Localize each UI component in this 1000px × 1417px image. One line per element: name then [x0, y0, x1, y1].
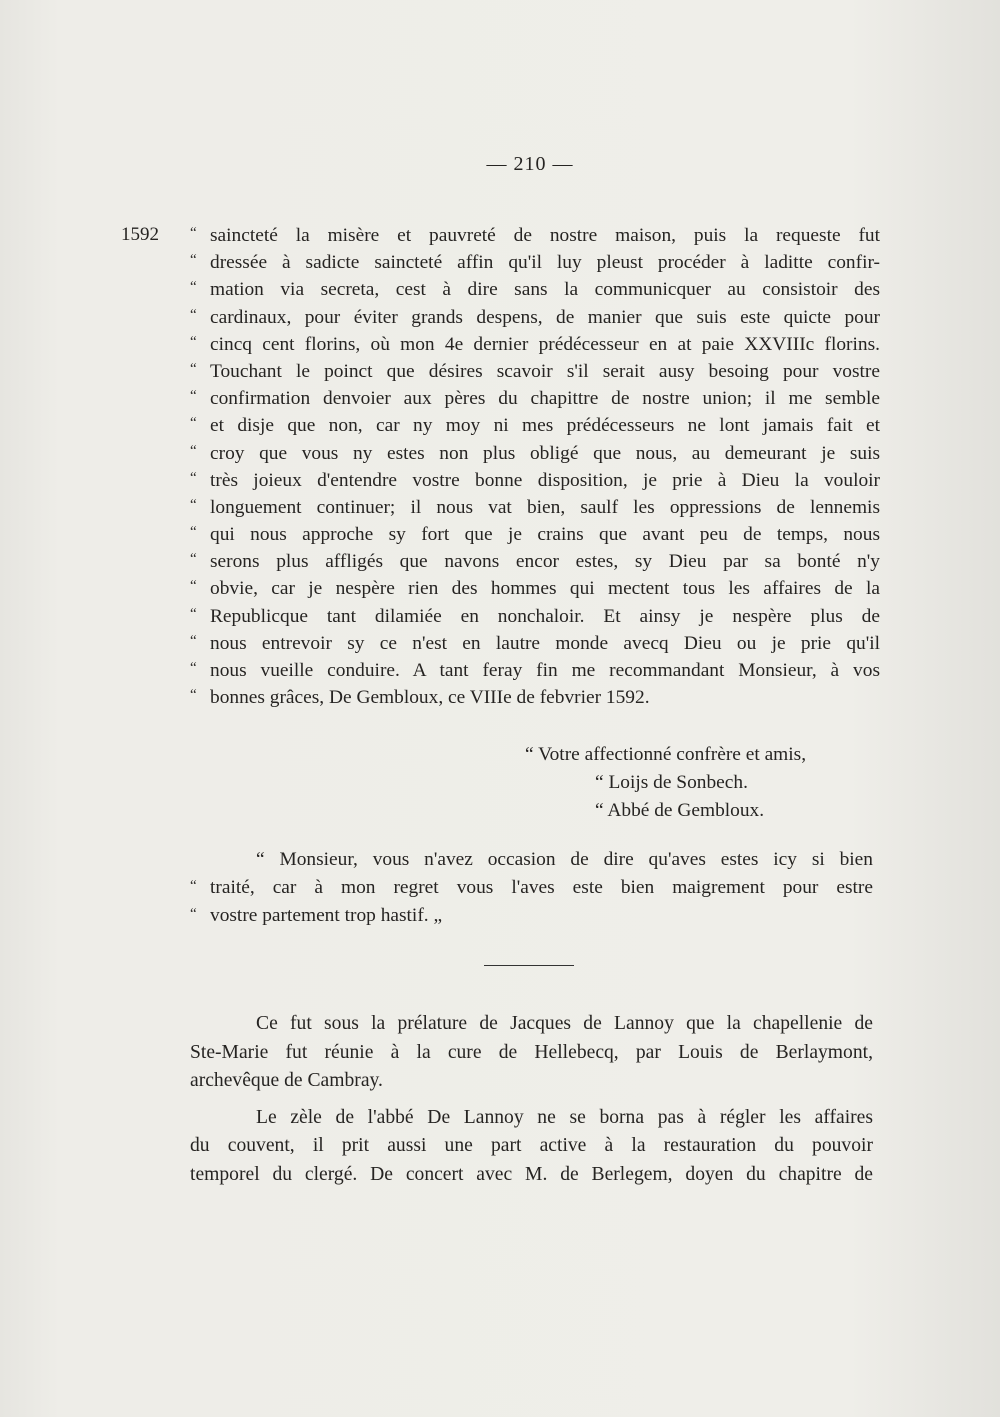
section-divider	[484, 965, 574, 966]
quote-mark: “	[190, 632, 197, 649]
quote-mark: “	[190, 225, 197, 241]
letter-line: “ nous vueille conduire. A tant feray fin me recommandant Monsieur, à vos	[190, 657, 880, 684]
quote-mark: “	[190, 687, 197, 704]
quote-mark: “	[190, 388, 197, 405]
paragraph-line: archevêque de Cambray.	[190, 1070, 383, 1091]
margin-year: 1592	[121, 224, 159, 245]
quote-mark: “	[190, 333, 197, 350]
letter-line: “ dressée à sadicte sainctеté affin qu'il luy pleust procéder à laditte confir-	[190, 249, 880, 276]
quote-mark: “	[190, 496, 197, 513]
quote-mark: “	[190, 660, 197, 676]
letter-line: “ et disje que non, car ny moy ni mes prédécesseurs ne lont jamais fait et	[190, 412, 880, 439]
quote-mark: “	[190, 469, 197, 486]
page-number: — 210 —	[486, 153, 574, 175]
postscript-line: “ Monsieur, vous n'avez occasion de dire qu'aves estes icy si bien	[256, 849, 873, 870]
letter-line: “ cincq cent florins, où mon 4e dernier prédécesseur en at paie XXVIIIc florins.	[190, 331, 880, 358]
body-text	[190, 1010, 873, 1197]
letter-quotation	[190, 222, 880, 711]
letter-line: “ serons plus affligés que navons encor estes, sy Dieu par sa bonté n'y	[190, 548, 880, 575]
letter-line: “ croy que vous ny estes non plus obligé que nous, au demeurant je suis	[190, 440, 880, 467]
quote-mark: “	[190, 360, 197, 377]
letter-line: “ bonnes grâces, De Gembloux, ce VIIIe de febvrier 1592.	[190, 684, 880, 711]
letter-line: “ obvie, car je nespère rien des hommes qui mectent tous les affaires de la	[190, 575, 880, 602]
signature-title: “ Abbé de Gembloux.	[595, 800, 765, 821]
letter-line: “ mation via secreta, cest à dire sans la communicquer au consistoir des	[190, 276, 880, 303]
paragraph	[190, 1104, 873, 1190]
quote-mark: “	[190, 878, 197, 894]
quote-mark: “	[190, 578, 197, 595]
quote-mark: “	[190, 279, 197, 296]
paragraph-line: Le zèle de l'abbé De Lannoy ne se borna pas à régler les affaires	[256, 1106, 873, 1128]
postscript-line: “ traité, car à mon regret vous l'aves este bien maigrement pour estre	[190, 874, 873, 902]
postscript-line: “ vostre partement trop hastif. „	[190, 902, 873, 930]
letter-line: “ nous entrevoir sy ce n'est en lautre monde avecq Dieu ou je prie qu'il	[190, 630, 880, 657]
paragraph-line: Ce fut sous la prélature de Jacques de Lannoy que la chapellenie de	[256, 1013, 873, 1034]
quote-mark: “	[190, 415, 197, 432]
letter-line: “ cardinaux, pour éviter grands despens, de manier que suis este quicte pour	[190, 304, 880, 331]
letter-line: “ Touchant le poinct que désires scavoir s'il serait ausy besoing pour vostre	[190, 358, 880, 385]
letter-line: “ très joieux d'entendre vostre bonne disposition, je prie à Dieu la vouloir	[190, 467, 880, 494]
letter-line: “ sainctеté la misère et pauvreté de nostre maison, puis la requeste fut	[190, 222, 880, 249]
paragraph-line: du couvent, il prit aussi une part active à la restauration du pouvoir	[190, 1135, 873, 1156]
postscript	[190, 846, 873, 930]
quote-mark: “	[190, 605, 197, 622]
letter-line: “ confirmation denvoier aux pères du chapittre de nostre union; il me semble	[190, 385, 880, 412]
signature-closing: “ Votre affectionné confrère et amis,	[525, 744, 807, 765]
signature-name: “ Loijs de Sonbech.	[595, 772, 748, 793]
paragraph	[190, 1010, 873, 1096]
quote-mark: “	[190, 551, 197, 568]
paragraph-line: temporel du clergé. De concert avec M. de Berlegem, doyen du chapitre de	[190, 1163, 873, 1185]
quote-mark: “	[190, 524, 197, 541]
quote-mark: “	[190, 306, 197, 323]
quote-mark: “	[190, 442, 197, 459]
paragraph-line: Ste-Marie fut réunie à la cure de Hellebecq, par Louis de Berlaymont,	[190, 1041, 873, 1063]
quote-mark: “	[190, 906, 197, 922]
quote-mark: “	[190, 252, 197, 269]
letter-line: “ qui nous approche sy fort que je crains que avant peu de temps, nous	[190, 521, 880, 548]
letter-line: “ longuement continuer; il nous vat bien, saulf les oppressions de lennemis	[190, 494, 880, 521]
letter-line: “ Republicque tant dilamiée en nonchaloir. Et ainsy je nespère plus de	[190, 603, 880, 630]
